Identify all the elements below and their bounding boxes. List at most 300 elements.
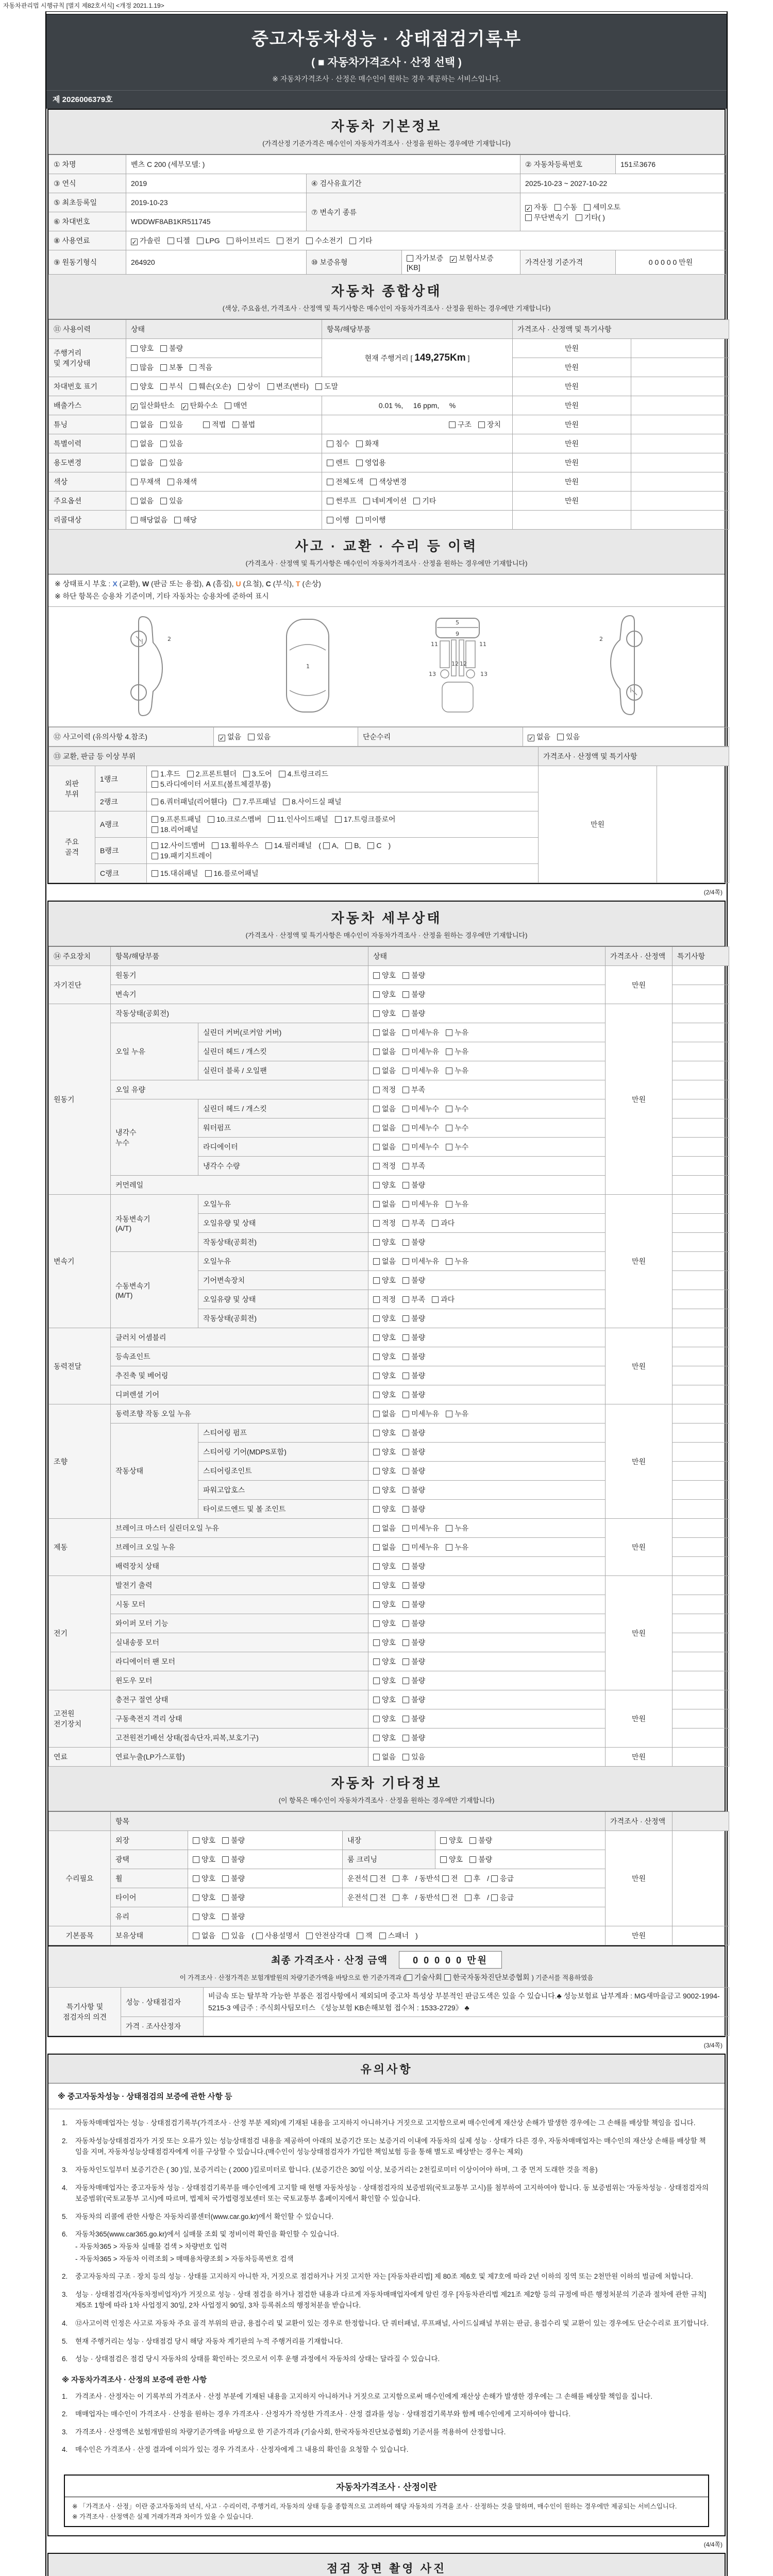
checkbox-있음[interactable] [248, 734, 255, 740]
checkbox-option-양호[interactable] [373, 1656, 396, 1667]
checkbox-option-1.후드[interactable] [152, 769, 180, 779]
checkbox-option-후[interactable] [393, 1873, 409, 1884]
checkbox-없음[interactable] [131, 498, 138, 504]
checkbox-적정[interactable] [373, 1087, 380, 1093]
checkbox-부식[interactable] [160, 383, 167, 390]
checkbox-양호[interactable] [373, 1506, 380, 1513]
checkbox-구조[interactable] [449, 421, 456, 428]
checkbox-16.플로어패널[interactable] [205, 870, 212, 877]
checkbox-option-없음[interactable] [131, 438, 154, 449]
checkbox-option-없음[interactable] [131, 457, 154, 468]
checkbox-option-부족[interactable] [402, 1294, 425, 1304]
checkbox-불량[interactable] [402, 1582, 409, 1589]
checkbox-option-양호[interactable] [373, 1504, 396, 1514]
checkbox-없음[interactable] [131, 460, 138, 466]
checkbox-양호[interactable] [373, 1353, 380, 1360]
checkbox-option-없음[interactable] [373, 1142, 396, 1152]
checkbox-7.루프패널[interactable] [233, 799, 240, 805]
checkbox-option-렌트[interactable] [327, 457, 349, 468]
checkbox-option-잭[interactable] [357, 1930, 373, 1941]
checkbox-기타[interactable] [349, 238, 356, 244]
checkbox-option-누유[interactable] [446, 1523, 468, 1533]
checkbox-option-17.트렁크플로어[interactable] [335, 814, 396, 824]
checkbox-option-네비게이션[interactable] [363, 496, 407, 506]
checkbox-누유[interactable] [446, 1029, 452, 1036]
checkbox-미세누유[interactable] [402, 1544, 409, 1551]
checkbox-option-불량[interactable] [402, 1675, 425, 1686]
checkbox-option-세미오토[interactable] [584, 202, 620, 212]
checkbox-불량[interactable] [402, 1430, 409, 1436]
checkbox-네비게이션[interactable] [363, 498, 370, 504]
checkbox-불량[interactable] [402, 1449, 409, 1455]
checkbox-불량[interactable] [402, 1677, 409, 1684]
checkbox-없음[interactable] [373, 1754, 380, 1760]
checkbox-option-응급[interactable] [491, 1873, 514, 1884]
checkbox-option-탄화수소[interactable] [181, 400, 218, 411]
checkbox-option-구조[interactable] [449, 419, 472, 430]
checkbox-없음[interactable] [373, 1144, 380, 1150]
checkbox-불량[interactable] [402, 1392, 409, 1398]
checkbox-양호[interactable] [373, 1315, 380, 1322]
checkbox-적음[interactable] [190, 364, 196, 371]
checkbox-불량[interactable] [222, 1837, 229, 1844]
checkbox-1.후드[interactable] [152, 771, 158, 777]
checkbox-자가보증[interactable] [407, 255, 413, 262]
checkbox-양호[interactable] [373, 1658, 380, 1665]
checkbox-양호[interactable] [193, 1856, 199, 1863]
checkbox-option-불량[interactable] [402, 1332, 425, 1343]
checkbox-option-불량[interactable] [402, 989, 425, 999]
checkbox-option-자동[interactable] [525, 202, 548, 212]
checkbox-양호[interactable] [373, 1239, 380, 1246]
checkbox-option-양호[interactable] [373, 1237, 396, 1247]
checkbox-option-미세누수[interactable] [402, 1104, 439, 1114]
checkbox-불량[interactable] [402, 1315, 409, 1322]
checkbox-있음[interactable] [160, 498, 167, 504]
checkbox-option-양호[interactable] [373, 1389, 396, 1400]
checkbox-불량[interactable] [402, 991, 409, 998]
checkbox-누수[interactable] [446, 1125, 452, 1131]
checkbox-2.프론트휀더[interactable] [187, 771, 194, 777]
checkbox-option-불량[interactable] [402, 970, 425, 980]
checkbox-해당없음[interactable] [131, 517, 138, 523]
checkbox-매연[interactable] [225, 402, 231, 409]
checkbox-부족[interactable] [402, 1087, 409, 1093]
checkbox-양호[interactable] [373, 1677, 380, 1684]
checkbox-누유[interactable] [446, 1411, 452, 1417]
checkbox-불량[interactable] [402, 1697, 409, 1703]
checkbox-option-불량[interactable] [402, 1428, 425, 1438]
checkbox-option-5.라디에이터 서포트(볼트체결부품)[interactable] [152, 779, 271, 789]
checkbox-option-양호[interactable] [373, 1485, 396, 1495]
checkbox-option-해당없음[interactable] [131, 515, 167, 525]
checkbox-미세누유[interactable] [402, 1029, 409, 1036]
checkbox-후[interactable] [393, 1894, 399, 1901]
checkbox-option-한국자동차진단보증협회[interactable] [444, 1972, 530, 1982]
checkbox-누유[interactable] [446, 1201, 452, 1208]
checkbox-option-11.인사이드패널[interactable] [268, 814, 328, 824]
checkbox-option-불량[interactable] [222, 1911, 245, 1922]
checkbox-적정[interactable] [373, 1296, 380, 1303]
checkbox-option-도말[interactable] [315, 381, 338, 392]
checkbox-양호[interactable] [373, 1010, 380, 1017]
checkbox-option-부족[interactable] [402, 1218, 425, 1228]
checkbox-option-누유[interactable] [446, 1065, 468, 1076]
checkbox-17.트렁크플로어[interactable] [335, 816, 342, 823]
checkbox-없음[interactable] [373, 1544, 380, 1551]
checkbox-option-없음[interactable] [131, 419, 154, 430]
checkbox-불량[interactable] [402, 1487, 409, 1494]
checkbox-11.인사이드패널[interactable] [268, 816, 275, 823]
checkbox-없음[interactable] [373, 1048, 380, 1055]
checkbox-option-많음[interactable] [131, 362, 154, 372]
checkbox-option-양호[interactable] [373, 1447, 396, 1457]
checkbox-option-안전삼각대[interactable] [306, 1930, 350, 1941]
checkbox-미세누유[interactable] [402, 1067, 409, 1074]
checkbox-후[interactable] [465, 1894, 472, 1901]
checkbox-없음[interactable] [373, 1525, 380, 1532]
checkbox-option-있음[interactable] [222, 1930, 245, 1941]
checkbox-부족[interactable] [402, 1220, 409, 1227]
checkbox-option-7.루프패널[interactable] [233, 796, 276, 807]
checkbox-option-미세누유[interactable] [402, 1027, 439, 1038]
checkbox-option-전체도색[interactable] [327, 477, 363, 487]
checkbox-option-없음[interactable] [373, 1199, 396, 1209]
checkbox-option-전[interactable] [371, 1892, 386, 1903]
checkbox-과다[interactable] [432, 1220, 439, 1227]
checkbox-option-4.트렁크리드[interactable] [279, 769, 328, 779]
checkbox-불량[interactable] [402, 1506, 409, 1513]
checkbox-option-없음[interactable] [131, 496, 154, 506]
checkbox-누유[interactable] [446, 1258, 452, 1265]
checkbox-option-미세누유[interactable] [402, 1409, 439, 1419]
checkbox-불량[interactable] [222, 1875, 229, 1882]
checkbox-option-미세누유[interactable] [402, 1523, 439, 1533]
checkbox-option-16.플로어패널[interactable] [205, 868, 259, 878]
checkbox-option-전기[interactable] [277, 235, 299, 246]
checkbox-불량[interactable] [469, 1856, 476, 1863]
checkbox-option-누수[interactable] [446, 1123, 468, 1133]
checkbox-미세누유[interactable] [402, 1258, 409, 1265]
checkbox-option-불량[interactable] [402, 1504, 425, 1514]
checkbox-option-불량[interactable] [402, 1466, 425, 1476]
checkbox-option-불량[interactable] [222, 1873, 245, 1884]
checkbox-option-2.프론트휀더[interactable] [187, 769, 237, 779]
checkbox-option-디젤[interactable] [167, 235, 190, 246]
checkbox-option-미세누수[interactable] [402, 1142, 439, 1152]
checkbox-부족[interactable] [402, 1163, 409, 1170]
checkbox-option-일산화탄소[interactable] [131, 400, 175, 411]
checkbox-option-응급[interactable] [491, 1892, 514, 1903]
checkbox-option-불량[interactable] [402, 1656, 425, 1667]
checkbox-침수[interactable] [327, 440, 333, 447]
checkbox-14.필러패널[interactable] [265, 842, 272, 849]
checkbox-option-미세누유[interactable] [402, 1065, 439, 1076]
checkbox-양호[interactable] [193, 1837, 199, 1844]
checkbox-option-3.도어[interactable] [243, 769, 272, 779]
checkbox-option-없음[interactable] [373, 1256, 396, 1266]
checkbox-없음[interactable] [373, 1029, 380, 1036]
checkbox-양호[interactable] [373, 1334, 380, 1341]
checkbox-적정[interactable] [373, 1163, 380, 1170]
checkbox-option-없음[interactable] [193, 1930, 215, 1941]
checkbox-option-불량[interactable] [402, 1389, 425, 1400]
checkbox-option-양호[interactable] [373, 970, 396, 980]
checkbox-불량[interactable] [160, 345, 167, 352]
checkbox-양호[interactable] [373, 1468, 380, 1475]
checkbox-option-9.프론트패널[interactable] [152, 814, 201, 824]
checkbox-option-불량[interactable] [469, 1835, 492, 1845]
checkbox-없음[interactable] [373, 1067, 380, 1074]
checkbox-10.크로스멤버[interactable] [208, 816, 214, 823]
checkbox-과다[interactable] [432, 1296, 439, 1303]
checkbox-가솔린[interactable]: ✓ [131, 239, 137, 246]
checkbox-불량[interactable] [402, 1658, 409, 1665]
checkbox-양호[interactable] [440, 1837, 447, 1844]
checkbox-option-수소전기[interactable] [306, 235, 343, 246]
checkbox-불량[interactable] [402, 1010, 409, 1017]
checkbox-option-적음[interactable] [190, 362, 212, 372]
checkbox-option-양호[interactable] [373, 1370, 396, 1381]
checkbox-양호[interactable] [373, 1582, 380, 1589]
checkbox-C[interactable] [367, 842, 374, 849]
checkbox-미세누유[interactable] [402, 1201, 409, 1208]
checkbox-없음[interactable] [193, 1933, 199, 1939]
checkbox-양호[interactable] [193, 1875, 199, 1882]
checkbox-미세누수[interactable] [402, 1144, 409, 1150]
checkbox-양호[interactable] [373, 1487, 380, 1494]
checkbox-미이행[interactable] [356, 517, 363, 523]
checkbox-많음[interactable] [131, 364, 138, 371]
checkbox-option-미세누수[interactable] [402, 1123, 439, 1133]
checkbox-불량[interactable] [402, 1277, 409, 1284]
checkbox-option-B,[interactable] [345, 841, 361, 850]
checkbox-option-침수[interactable] [327, 438, 349, 449]
checkbox-누유[interactable] [446, 1544, 452, 1551]
checkbox-option-양호[interactable] [373, 1637, 396, 1648]
checkbox-option-미이행[interactable] [356, 515, 386, 525]
checkbox-option-유채색[interactable] [167, 477, 197, 487]
checkbox-option-불량[interactable] [402, 1008, 425, 1019]
checkbox-하이브리드[interactable] [227, 238, 233, 244]
checkbox-option-누유[interactable] [446, 1542, 468, 1552]
checkbox-3.도어[interactable] [243, 771, 250, 777]
checkbox-불량[interactable] [222, 1856, 229, 1863]
checkbox-없음[interactable]: ✓ [219, 735, 225, 742]
checkbox-option-양호[interactable] [373, 1351, 396, 1362]
checkbox-후[interactable] [465, 1875, 472, 1882]
checkbox-option-썬루프[interactable] [327, 496, 357, 506]
checkbox-option-변조(변타)[interactable] [267, 381, 309, 392]
checkbox-option-해당[interactable] [174, 515, 197, 525]
checkbox-option-양호[interactable] [373, 989, 396, 999]
checkbox-불량[interactable] [222, 1894, 229, 1901]
checkbox-option-불량[interactable] [402, 1733, 425, 1743]
checkbox-렌트[interactable] [327, 460, 333, 466]
checkbox-19.패키지트레이[interactable] [152, 853, 158, 859]
checkbox-option-불량[interactable] [402, 1237, 425, 1247]
checkbox-수소전기[interactable] [306, 238, 313, 244]
checkbox-없음[interactable]: ✓ [528, 735, 534, 742]
checkbox-18.리어패널[interactable] [152, 826, 158, 833]
checkbox-option-불량[interactable] [222, 1854, 245, 1865]
checkbox-option-누유[interactable] [446, 1256, 468, 1266]
checkbox-option-기술사회[interactable] [406, 1972, 442, 1982]
checkbox-option-없음[interactable] [373, 1409, 396, 1419]
checkbox-13.휠하우스[interactable] [212, 842, 219, 849]
checkbox-option-불량[interactable] [222, 1892, 245, 1903]
checkbox-양호[interactable] [373, 1601, 380, 1608]
checkbox-option-없음[interactable] [528, 732, 550, 742]
checkbox-양호[interactable] [131, 345, 138, 352]
checkbox-기타( )[interactable] [576, 214, 582, 221]
checkbox-장치[interactable] [478, 421, 485, 428]
checkbox-option-수동[interactable] [554, 202, 577, 212]
checkbox-기술사회[interactable] [406, 1974, 412, 1981]
checkbox-option-가솔린[interactable] [131, 235, 161, 246]
checkbox-B,[interactable] [345, 842, 352, 849]
checkbox-option-적정[interactable] [373, 1218, 396, 1228]
checkbox-option-부족[interactable] [402, 1084, 425, 1095]
checkbox-option-무채색[interactable] [131, 477, 161, 487]
checkbox-option-양호[interactable] [373, 1675, 396, 1686]
checkbox-15.대쉬패널[interactable] [152, 870, 158, 877]
checkbox-option-전[interactable] [442, 1892, 458, 1903]
checkbox-없음[interactable] [373, 1258, 380, 1265]
checkbox-option-불량[interactable] [222, 1835, 245, 1845]
checkbox-option-있음[interactable] [557, 732, 580, 742]
checkbox-option-불량[interactable] [402, 1275, 425, 1285]
checkbox-미세누유[interactable] [402, 1048, 409, 1055]
checkbox-없음[interactable] [373, 1411, 380, 1417]
checkbox-option-과다[interactable] [432, 1294, 455, 1304]
checkbox-option-부식[interactable] [160, 381, 183, 392]
checkbox-option-누수[interactable] [446, 1104, 468, 1114]
checkbox-불량[interactable] [402, 1334, 409, 1341]
checkbox-option-불량[interactable] [402, 1351, 425, 1362]
checkbox-option-양호[interactable] [373, 1275, 396, 1285]
checkbox-option-미세누유[interactable] [402, 1199, 439, 1209]
checkbox-불량[interactable] [402, 972, 409, 979]
checkbox-양호[interactable] [440, 1856, 447, 1863]
checkbox-option-15.대쉬패널[interactable] [152, 868, 198, 878]
checkbox-option-양호[interactable] [131, 343, 154, 353]
checkbox-전기[interactable] [277, 238, 283, 244]
checkbox-불량[interactable] [222, 1913, 229, 1920]
checkbox-기타[interactable] [413, 498, 420, 504]
checkbox-option-적정[interactable] [373, 1161, 396, 1171]
checkbox-option-기타[interactable] [413, 496, 436, 506]
checkbox-option-있음[interactable] [402, 1752, 425, 1762]
checkbox-option-상이[interactable] [238, 381, 261, 392]
checkbox-option-불량[interactable] [469, 1854, 492, 1865]
checkbox-없음[interactable] [131, 440, 138, 447]
checkbox-option-적정[interactable] [373, 1084, 396, 1095]
checkbox-한국자동차진단보증협회[interactable] [444, 1974, 451, 1981]
checkbox-option-불량[interactable] [160, 343, 183, 353]
checkbox-option-없음[interactable] [373, 1542, 396, 1552]
checkbox-스패너[interactable] [379, 1933, 386, 1939]
checkbox-option-불량[interactable] [402, 1561, 425, 1571]
checkbox-option-자가보증[interactable] [407, 253, 443, 263]
checkbox-option-사용설명서[interactable] [256, 1930, 300, 1941]
checkbox-option-6.쿼터패널(리어휀다)[interactable] [152, 796, 227, 807]
checkbox-option-미세누유[interactable] [402, 1046, 439, 1057]
checkbox-상이[interactable] [238, 383, 245, 390]
checkbox-option-불량[interactable] [402, 1694, 425, 1705]
checkbox-option-적정[interactable] [373, 1294, 396, 1304]
checkbox-무단변속기[interactable] [525, 214, 532, 221]
checkbox-불량[interactable] [402, 1563, 409, 1570]
checkbox-없음[interactable] [373, 1201, 380, 1208]
checkbox-안전삼각대[interactable] [306, 1933, 313, 1939]
checkbox-option-기타[interactable] [349, 235, 372, 246]
checkbox-option-C[interactable] [367, 841, 381, 850]
checkbox-option-없음[interactable] [219, 732, 241, 742]
checkbox-있음[interactable] [222, 1933, 229, 1939]
checkbox-썬루프[interactable] [327, 498, 333, 504]
checkbox-양호[interactable] [131, 383, 138, 390]
checkbox-option-불량[interactable] [402, 1313, 425, 1324]
checkbox-option-영업용[interactable] [356, 457, 386, 468]
checkbox-option-무단변속기[interactable] [525, 212, 569, 223]
checkbox-적법[interactable] [203, 421, 210, 428]
checkbox-자동[interactable]: ✓ [526, 205, 531, 212]
checkbox-있음[interactable] [557, 734, 564, 740]
checkbox-4.트렁크리드[interactable] [279, 771, 285, 777]
checkbox-보험사보증[interactable]: ✓ [450, 256, 456, 263]
checkbox-전[interactable] [442, 1875, 449, 1882]
checkbox-있음[interactable] [160, 421, 167, 428]
checkbox-option-양호[interactable] [193, 1835, 215, 1845]
checkbox-양호[interactable] [373, 1430, 380, 1436]
checkbox-양호[interactable] [373, 1277, 380, 1284]
checkbox-option-없음[interactable] [373, 1123, 396, 1133]
checkbox-option-불량[interactable] [402, 1485, 425, 1495]
checkbox-LPG[interactable] [197, 238, 204, 244]
checkbox-option-적법[interactable] [203, 419, 226, 430]
checkbox-option-미세누유[interactable] [402, 1256, 439, 1266]
checkbox-option-불량[interactable] [402, 1180, 425, 1190]
checkbox-불법[interactable] [232, 421, 239, 428]
checkbox-있음[interactable] [160, 460, 167, 466]
checkbox-9.프론트패널[interactable] [152, 816, 158, 823]
checkbox-option-기타( )[interactable] [576, 212, 605, 223]
checkbox-양호[interactable] [373, 1449, 380, 1455]
checkbox-화재[interactable] [356, 440, 363, 447]
checkbox-누유[interactable] [446, 1048, 452, 1055]
checkbox-양호[interactable] [373, 1716, 380, 1722]
checkbox-option-있음[interactable] [160, 438, 183, 449]
checkbox-미세누수[interactable] [402, 1106, 409, 1112]
checkbox-option-과다[interactable] [432, 1218, 455, 1228]
checkbox-option-불량[interactable] [402, 1580, 425, 1590]
checkbox-option-하이브리드[interactable] [227, 235, 271, 246]
checkbox-option-양호[interactable] [373, 1008, 396, 1019]
checkbox-option-불법[interactable] [232, 419, 255, 430]
checkbox-미세누유[interactable] [402, 1411, 409, 1417]
checkbox-잭[interactable] [357, 1933, 363, 1939]
checkbox-누수[interactable] [446, 1106, 452, 1112]
checkbox-양호[interactable] [373, 1620, 380, 1627]
checkbox-option-불량[interactable] [402, 1637, 425, 1648]
checkbox-양호[interactable] [373, 1563, 380, 1570]
checkbox-사용설명서[interactable] [256, 1933, 263, 1939]
checkbox-누유[interactable] [446, 1067, 452, 1074]
checkbox-전[interactable] [371, 1894, 377, 1901]
checkbox-option-없음[interactable] [373, 1065, 396, 1076]
checkbox-누유[interactable] [446, 1525, 452, 1532]
